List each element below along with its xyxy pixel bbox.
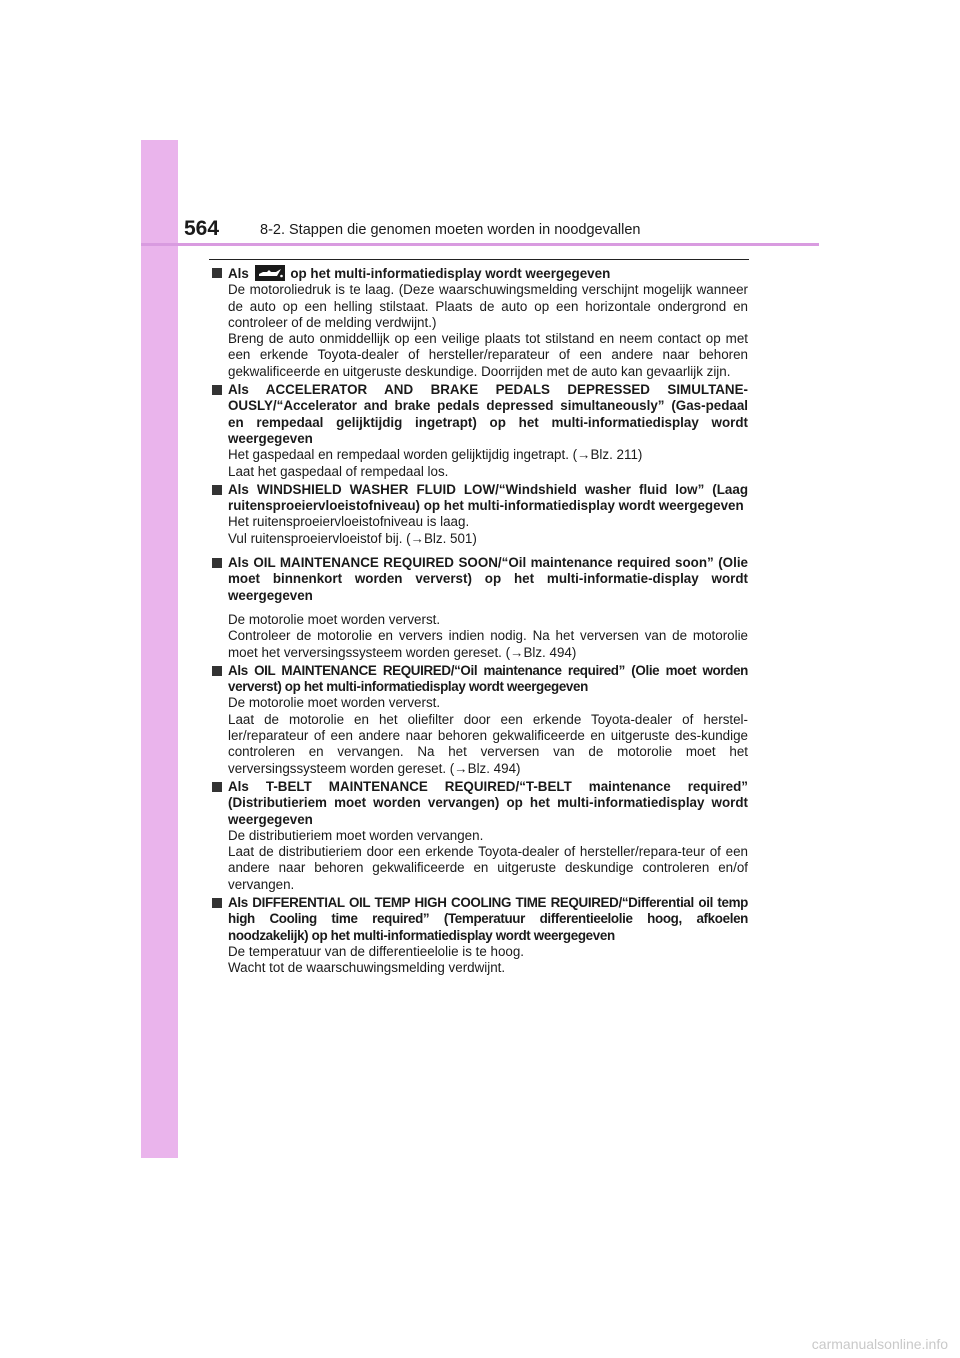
header-rule: [141, 243, 819, 246]
entry-text: Breng de auto onmiddellijk op een veilige plaats tot stilstand en neem contact op met een erkende Toyota-dealer of hersteller/reparateur of een andere naar behoren gekwalificeerde en uitgeruste deskundige. Doorrijden met de auto kan gevaarlijk zijn.: [228, 331, 748, 379]
entry-text: De motoroliedruk is te laag. (Deze waarschuwingsmelding verschijnt mogelijk wanneer de auto op een helling stilstaat. Plaats de auto op een horizontale ondergrond en controleer of de melding verdwijnt.): [228, 282, 748, 330]
page-number: 564: [184, 217, 220, 240]
square-bullet-icon: [212, 385, 222, 395]
entry-text: Laat de distributieriem door een erkende Toyota-dealer of hersteller/repara-teur of een andere naar behoren gekwalificeerde en uitgeruste deskundige controleren en/of vervangen.: [228, 844, 748, 892]
entry-text: Het gaspedaal en rempedaal worden gelijktijdig ingetrapt. (→Blz. 211): [228, 447, 643, 463]
entry-body: [212, 447, 748, 480]
list-item: [212, 482, 748, 547]
list-item: [212, 895, 748, 976]
entry-body: [212, 695, 748, 776]
entry-heading: [212, 779, 748, 828]
entry-body: [212, 514, 748, 547]
entry-heading-text: Als OIL MAINTENANCE REQUIRED SOON/“Oil maintenance required soon” (Olie moet binnenkort worden ververst) op het multi-informatie-display wordt weergegeven: [228, 555, 748, 603]
square-bullet-icon: [212, 782, 222, 792]
content-top-rule: [209, 259, 749, 260]
entry-heading-text: Als T-BELT MAINTENANCE REQUIRED/“T-BELT maintenance required” (Distributieriem moet worden vervangen) op het multi-informatiedisplay wordt weergegeven: [228, 778, 748, 827]
entry-heading: [212, 555, 748, 604]
warning-list: [212, 265, 748, 978]
list-item: [212, 382, 748, 480]
square-bullet-icon: [212, 485, 222, 495]
entry-body: [212, 282, 748, 380]
entry-heading: [212, 482, 748, 515]
entry-heading: [212, 895, 748, 944]
entry-body: [212, 612, 748, 661]
entry-text: De motorolie moet worden ververst.: [228, 695, 441, 711]
list-item: [212, 555, 748, 661]
oil-pressure-icon: [255, 265, 285, 281]
square-bullet-icon: [212, 898, 222, 908]
entry-heading: [212, 265, 748, 282]
entry-text: De distributieriem moet worden vervangen.: [228, 827, 484, 843]
entry-text: Wacht tot de waarschuwingsmelding verdwijnt.: [228, 960, 506, 976]
entry-text: De motorolie moet worden ververst.: [228, 611, 441, 627]
entry-text: Vul ruitensproeiervloeistof bij. (→Blz. 501): [228, 530, 477, 546]
entry-heading: [212, 382, 748, 447]
entry-heading-text: Als OIL MAINTENANCE REQUIRED/“Oil maintenance required” (Olie moet worden ververst) op het multi-informatiedisplay wordt weergegeven: [228, 662, 748, 695]
chapter-side-tab: [141, 140, 178, 1158]
entry-text: Het ruitensproeiervloeistofniveau is laag.: [228, 514, 470, 530]
entry-heading-prefix: Als: [228, 266, 249, 281]
list-item: [212, 265, 748, 380]
entry-text: Laat het gaspedaal of rempedaal los.: [228, 463, 449, 479]
square-bullet-icon: [212, 268, 222, 278]
list-item: [212, 663, 748, 777]
entry-text: De temperatuur van de differentieelolie is te hoog.: [228, 943, 525, 959]
entry-heading-suffix: op het multi-informatiedisplay wordt weergegeven: [290, 266, 611, 281]
entry-heading-text: Als ACCELERATOR AND BRAKE PEDALS DEPRESSED SIMULTANE-OUSLY/“Accelerator and brake pedals depressed simultaneously” (Gas-pedaal en rempedaal gelijktijdig ingetrapt) op het multi-informatiedisplay wordt weergegeven: [228, 382, 748, 446]
list-item: [212, 779, 748, 893]
entry-body: [212, 944, 748, 977]
square-bullet-icon: [212, 558, 222, 568]
entry-heading-text: Als DIFFERENTIAL OIL TEMP HIGH COOLING TIME REQUIRED/“Differential oil temp high Cooling time required” (Temperatuur differentieelolie hoog, afkoelen noodzakelijk) op het multi-informatiedisplay wordt weergegeven: [228, 894, 748, 943]
entry-heading-text: Als WINDSHIELD WASHER FLUID LOW/“Windshield washer fluid low” (Laag ruitensproeiervloeistofniveau) op het multi-informatiedisplay wordt weergegeven: [228, 481, 748, 514]
section-title: 8-2. Stappen die genomen moeten worden in noodgevallen: [260, 222, 641, 238]
entry-heading: [212, 663, 748, 696]
site-watermark: carmanualsonline.info: [811, 1336, 948, 1352]
entry-text: Laat de motorolie en het oliefilter door een erkende Toyota-dealer of herstel-ler/reparateur of een andere naar behoren gekwalificeerde en uitgeruste des-kundige controleren en vervangen. Na het verversen van de motorolie moet het verversingssysteem worden gereset. (→Blz. 494): [228, 711, 748, 776]
square-bullet-icon: [212, 666, 222, 676]
entry-body: [212, 828, 748, 893]
entry-text: Controleer de motorolie en ververs indien nodig. Na het verversen van de motorolie moet het verversingssysteem worden gereset. (→Blz. 494): [228, 628, 748, 660]
